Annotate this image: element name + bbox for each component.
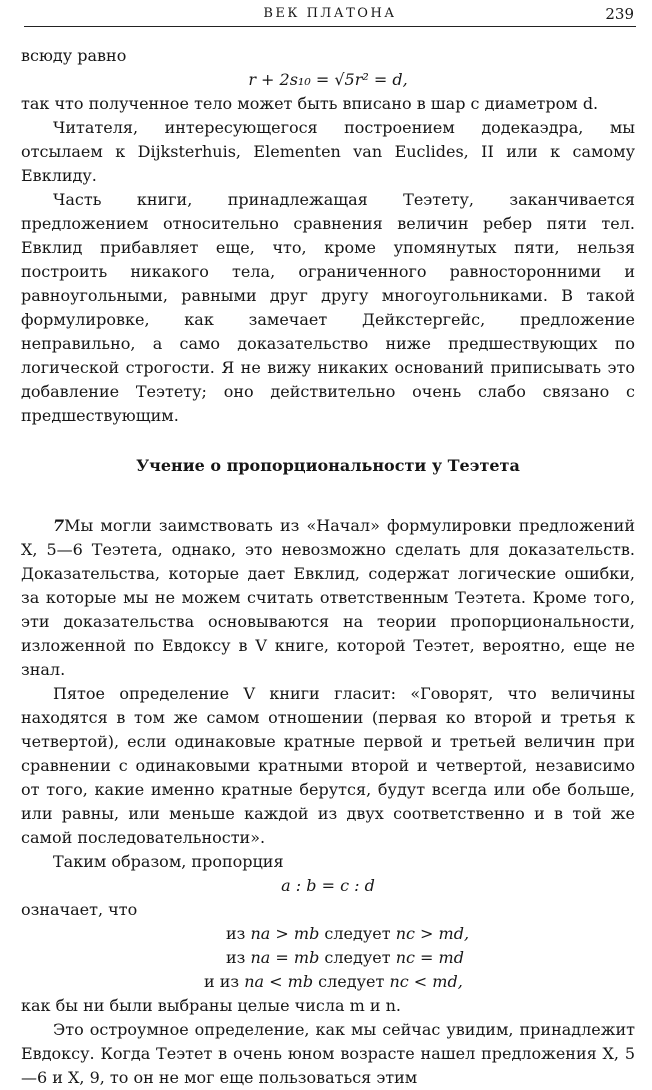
condition-lead: и из <box>204 972 240 991</box>
paragraph-reference: Читателя, интересующегося построением додекаэдра, мы отсылаем к Dijksterhuis, Elementen van Euclides, II или к самому Евклиду. <box>21 118 635 185</box>
body-text <box>21 44 635 1090</box>
paragraph-proportion-intro: Таким образом, пропорция <box>53 852 284 871</box>
paragraph-lead: всюду равно <box>21 46 127 65</box>
condition-word: следует <box>318 972 385 991</box>
condition-right: nc = md <box>395 948 464 967</box>
paragraph-means: означает, что <box>21 900 138 919</box>
condition-word: следует <box>324 948 391 967</box>
paragraph-integers: как бы ни были выбраны целые числа m и n. <box>21 996 402 1015</box>
condition-word: следует <box>324 924 391 943</box>
section-heading: Учение о пропорциональности у Теэтета <box>136 456 520 475</box>
page-number: 239 <box>605 5 634 23</box>
condition-right: nc > md, <box>395 924 470 943</box>
formula-proportion: a : b = c : d <box>281 876 375 895</box>
paragraph-eudoxus: Это остроумное определение, как мы сейчас увидим, принадлежит Евдоксу. Когда Теэтет в очень юном возрасте нашел предложения X, 5—6 и X, 9, то он не мог еще пользоваться этим <box>21 1020 635 1087</box>
condition-line <box>21 970 635 994</box>
paragraph-conclusion: так что полученное тело может быть вписано в шар с диаметром d. <box>21 94 599 113</box>
paragraph-definition: Пятое определение V книги гласит: «Говорят, что величины находятся в том же самом отношении (первая ко второй и третья к четвертой), если одинаковые кратные первой и третьей величин при сравнении с одинаковыми кратными второй и четвертой, независимо от того, какие именно кратные берутся, будут всегда или обе больше, или равны, или меньше каждой из двух соответственно и в той же самой последовательности». <box>21 684 635 847</box>
condition-left: na > mb <box>250 924 320 943</box>
condition-lead: из <box>226 948 246 967</box>
condition-left: na = mb <box>250 948 320 967</box>
paragraph-elements-text: Мы могли заимствовать из «Начал» формулировки предложений X, 5—6 Теэтета, однако, это невозможно сделать для доказательств. Доказательства, которые дает Евклид, содержат логические ошибки, за которые мы не можем считать ответственным Теэтета. Кроме того, эти доказательства основываются на теории пропорциональности, изложенной по Евдоксу в V книге, которой Теэтет, вероятно, еще не знал. <box>21 516 635 679</box>
paragraph-theaetetus-book: Часть книги, принадлежащая Теэтету, заканчивается предложением относительно сравнения величин ребер пяти тел. Евклид прибавляет еще, что, кроме упомянутых пяти, нельзя построить никакого тела, ограниченного равносторонними и равноугольными, равными друг другу многоугольниками. В такой формулировке, как замечает Дейкстергейс, предложение неправильно, а само доказательство ниже предшествующих по логической строгости. Я не вижу никаких оснований приписывать это добавление Теэтету; оно действительно очень слабо связано с предшествующим. <box>21 190 635 425</box>
running-title: ВЕК ПЛАТОНА <box>263 6 397 21</box>
page-header <box>24 4 636 27</box>
condition-line <box>21 922 635 946</box>
condition-lead: из <box>226 924 246 943</box>
condition-left: na < mb <box>244 972 314 991</box>
condition-right: nc < md, <box>389 972 463 991</box>
paragraph-elements <box>21 514 635 682</box>
formula-dodecahedron: r + 2s₁₀ = √5r² = d, <box>248 70 408 89</box>
margin-mark: 7 <box>53 516 65 535</box>
condition-line <box>21 946 635 970</box>
